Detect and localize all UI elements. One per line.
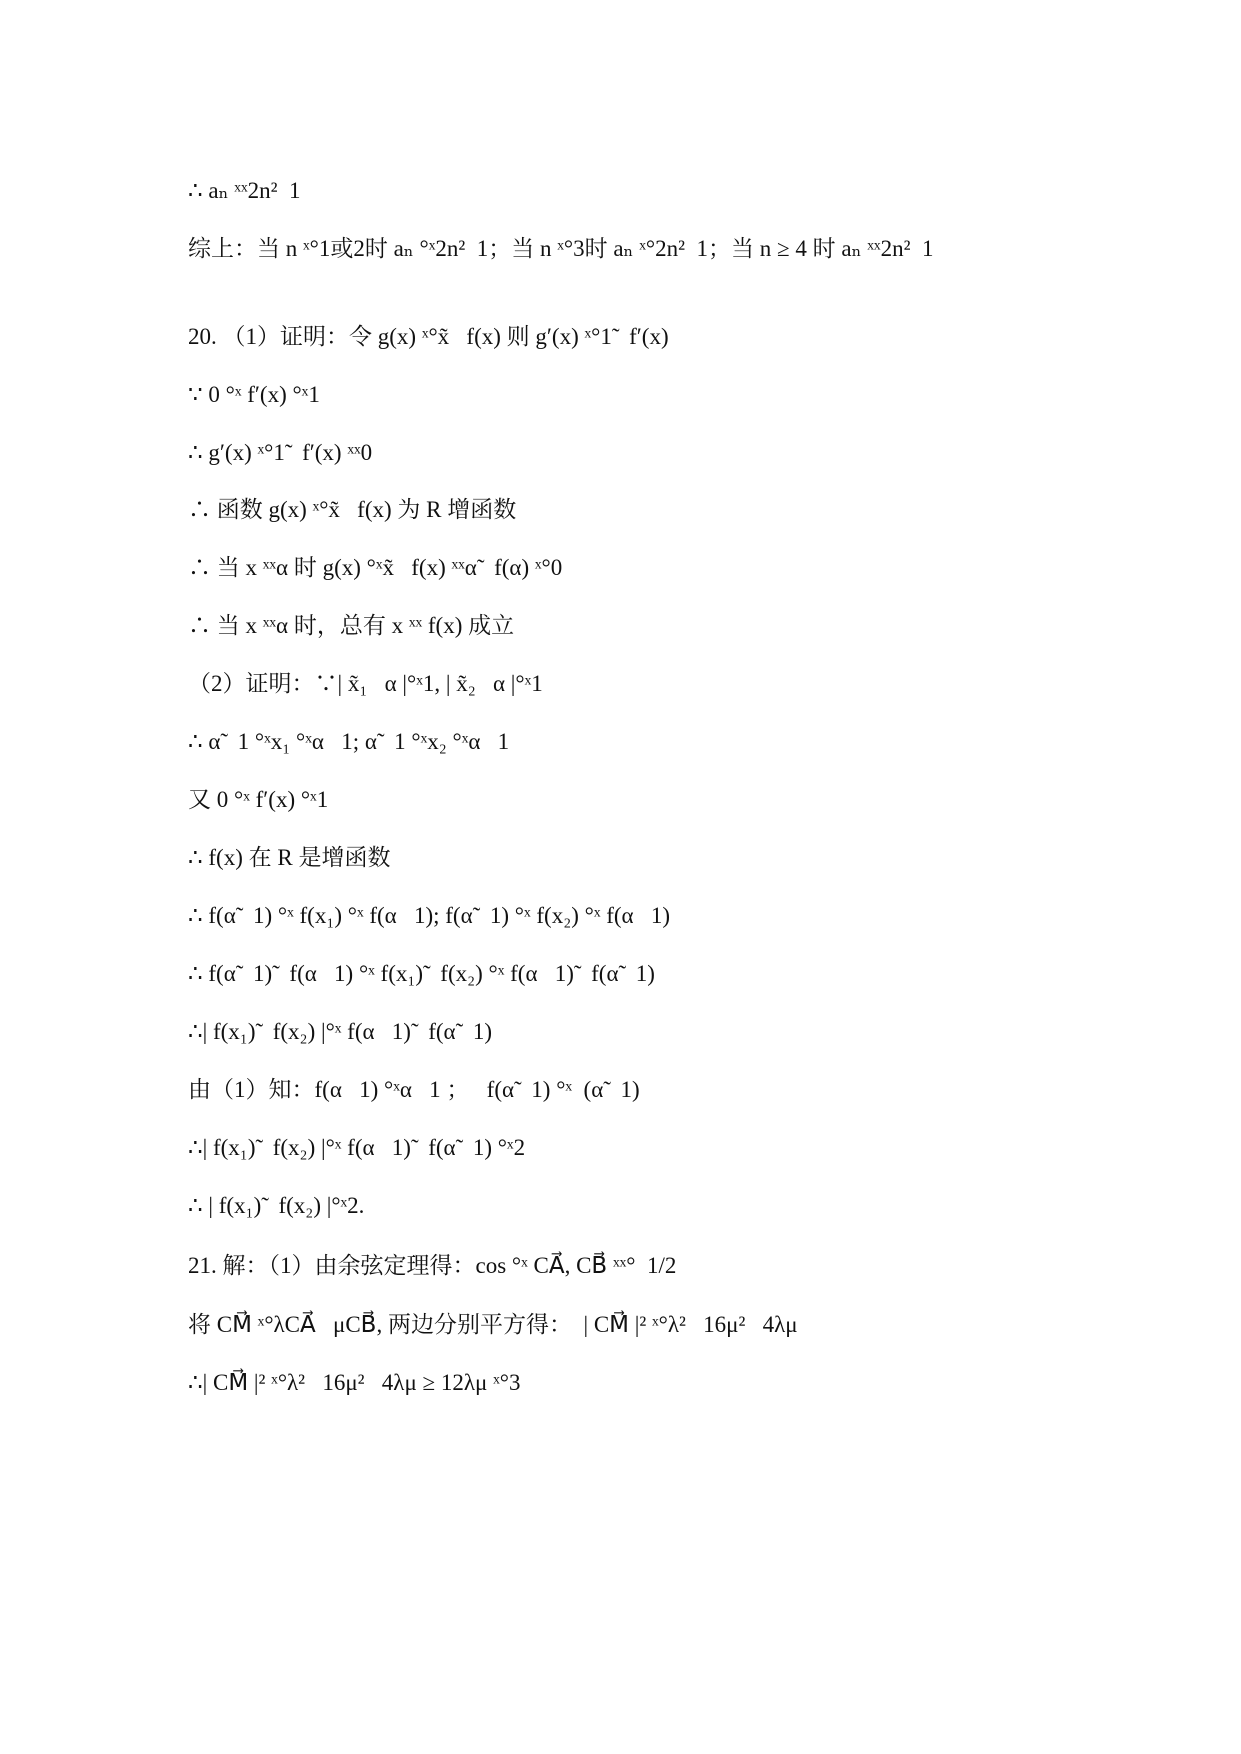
text-line: ∴ g′(x) ˣ°1̃ f′(x) ˣˣ0 [188,440,373,465]
text-line: 21. 解：（1）由余弦定理得：cos °ˣ CA⃗, CB⃗ ˣˣ° 1/2 [188,1253,677,1278]
text-line: ∴ α̃ 1 °ˣx₁ °ˣα 1; α̃ 1 °ˣx₂ °ˣα 1 [188,729,510,754]
text-line: 将 CM⃗ ˣ°λCA⃗ μCB⃗, 两边分别平方得： | CM⃗ |² ˣ°λ² 16μ² 4λμ [188,1312,798,1337]
text-line: 20. （1）证明：令 g(x) ˣ°x̃ f(x) 则 g′(x) ˣ°1̃ f′(x) [188,324,669,349]
text-line: ∴ | f(x₁)̃ f(x₂) |°ˣ2. [188,1193,365,1218]
text-line: ∴ 当 x ˣˣα 时 g(x) °ˣx̃ f(x) ˣˣα̃ f(α) ˣ°0 [188,555,563,580]
text-line: ∵ 0 °ˣ f′(x) °ˣ1 [188,382,320,407]
text-line: ∴| f(x₁)̃ f(x₂) |°ˣ f(α 1)̃ f(α̃ 1) [188,1019,492,1044]
text-line: 综上：当 n ˣ°1或2时 aₙ °ˣ2n² 1；当 n ˣ°3时 aₙ ˣ°2n² 1；当 n ≥ 4 时 aₙ ˣˣ2n² 1 [188,236,934,261]
text-line: ∴ f(α̃ 1)̃ f(α 1) °ˣ f(x₁)̃ f(x₂) °ˣ f(α 1)̃ f(α̃ 1) [188,961,655,986]
text-line: （2）证明：∵| x̃₁ α |°ˣ1, | x̃₂ α |°ˣ1 [188,671,543,696]
text-line: 由（1）知：f(α 1) °ˣα 1 ； f(α̃ 1) °ˣ (α̃ 1) [188,1077,640,1102]
text-line: ∴ f(x) 在 R 是增函数 [188,845,391,870]
text-line: ∴ aₙ ˣˣ2n² 1 [188,178,301,203]
text-line: ∴ f(α̃ 1) °ˣ f(x₁) °ˣ f(α 1); f(α̃ 1) °ˣ f(x₂) °ˣ f(α 1) [188,903,671,928]
text-line: 又 0 °ˣ f′(x) °ˣ1 [188,787,329,812]
text-line: ∴ 函数 g(x) ˣ°x̃ f(x) 为 R 增函数 [188,497,517,522]
text-line: ∴| f(x₁)̃ f(x₂) |°ˣ f(α 1)̃ f(α̃ 1) °ˣ2 [188,1135,526,1160]
text-line: ∴| CM⃗ |² ˣ°λ² 16μ² 4λμ ≥ 12λμ ˣ°3 [188,1370,521,1395]
text-line: ∴ 当 x ˣˣα 时，总有 x ˣˣ f(x) 成立 [188,613,515,638]
